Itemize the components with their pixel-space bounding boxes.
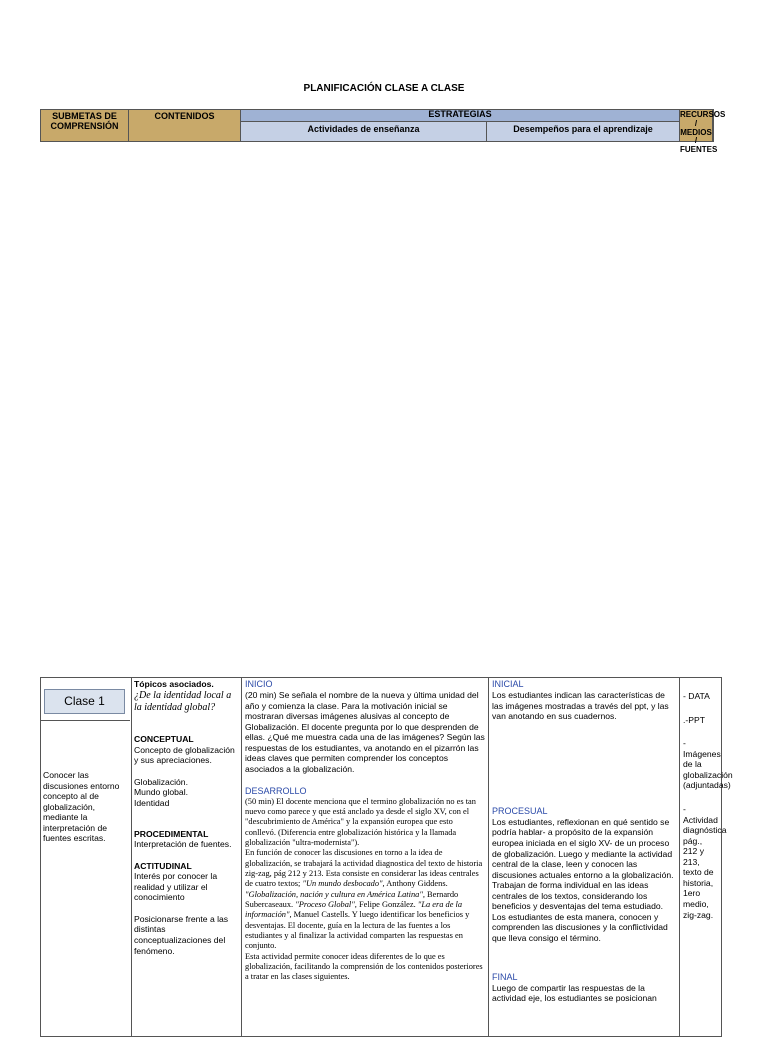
page-title: PLANIFICACIÓN CLASE A CLASE xyxy=(303,83,465,94)
procedimental-text: Interpretación de fuentes. xyxy=(134,839,232,850)
conceptual-title: CONCEPTUAL xyxy=(134,734,194,745)
clase-label: Clase 1 xyxy=(44,689,125,714)
lesson-table xyxy=(40,677,733,1037)
procedimental-title: PROCEDIMENTAL xyxy=(134,828,209,839)
desarrollo-text2-d: , Felipe González. xyxy=(354,899,418,909)
inicio-title: INICIO xyxy=(245,679,273,689)
desarrollo-text2 xyxy=(245,848,485,951)
book-title-4: "La era de la información", xyxy=(245,899,463,920)
actividades-column xyxy=(242,678,489,1036)
header-recursos: RECURSOS / MEDIOS / FUENTES xyxy=(680,110,726,155)
actitudinal-text2: Posicionarse frente a las distintas conceptualizaciones del fenómeno. xyxy=(134,913,229,956)
submetas-column xyxy=(41,678,132,1036)
recurso-actividad: - Actividad diagnóstica pág., 212 y 213, texto de historia, 1ero medio, zig-zag. xyxy=(683,803,727,920)
final-title: FINAL xyxy=(492,971,518,982)
recursos-column xyxy=(680,678,733,1036)
desarrollo-text2-e: Manuel Castells. Y luego identificar los beneficios y desventajas. El docente, guía en la lectura de las fuentes a los estudiantes y al finalizar la actividad comparten las respuestas en conjunto. xyxy=(245,910,470,951)
header-contenidos: CONTENIDOS xyxy=(129,110,241,141)
desarrollo-title: DESARROLLO xyxy=(245,785,307,796)
recurso-ppt: .-PPT xyxy=(683,714,705,725)
desarrollo-text2-b: Anthony Giddens. xyxy=(384,879,448,889)
actitudinal-title: ACTITUDINAL xyxy=(134,860,192,871)
book-title-1: "Un mundo desbocado", xyxy=(302,879,385,889)
book-title-3: "Proceso Global" xyxy=(295,899,355,909)
final-text: Luego de compartir las respuestas de la actividad eje, los estudiantes se posicionan xyxy=(492,982,657,1004)
inicial-text: Los estudiantes indican las características de las imágenes mostradas a través del ppt, y las van anotando en sus cuadernos. xyxy=(492,690,669,722)
conceptual-text: Concepto de globalización y sus apreciaciones. xyxy=(134,744,235,766)
topicos-question: ¿De la identidad local a la identidad global? xyxy=(134,689,232,713)
header-desempenos: Desempeños para el aprendizaje xyxy=(487,122,680,141)
clase-objective: Conocer las discusiones entorno concepto al de globalización, mediante la interpretación de fuentes escritas. xyxy=(43,770,120,844)
desarrollo-text3: Esta actividad permite conocer ideas diferentes de lo que es globalización, facilitando la comprensión de los contenidos posteriores a tratar en las clases siguientes. xyxy=(245,951,483,982)
header-submetas: SUBMETAS DE COMPRENSIÓN xyxy=(41,110,129,141)
conceptual-list: Globalización. Mundo global. Identidad xyxy=(134,776,188,808)
clase-row xyxy=(41,678,130,721)
contenidos-column xyxy=(132,678,242,1036)
recurso-data: - DATA xyxy=(683,691,710,701)
header-estrategias: ESTRATEGIAS xyxy=(241,110,680,122)
inicial-title: INICIAL xyxy=(492,679,524,689)
header-actividades: Actividades de enseñanza xyxy=(241,122,487,141)
procesual-title: PROCESUAL xyxy=(492,805,548,816)
desarrollo-text2-a: En función de conocer las discusiones en torno a la idea de globalización, se trabajará la actividad diagnostica del texto de historia zig-zag, pág 212 y 213. Esta consiste en considerar las ideas centrales de cuatro textos; xyxy=(245,848,483,889)
header-table xyxy=(40,109,726,155)
desarrollo-text2-c: Bernardo Subercaseaux. xyxy=(245,889,459,909)
book-title-2: "Globalización, nación y cultura en América Latina", xyxy=(245,889,425,899)
topicos-title: Tópicos asociados. xyxy=(134,679,214,689)
actitudinal-text: Interés por conocer la realidad y utilizar el conocimiento xyxy=(134,871,218,903)
desarrollo-text1: (50 min) El docente menciona que el termino globalización no es tan nuevo como parece y que está anclado ya desde el siglo XV, con el "descubrimiento de América" y la expansión europea que esto conllevó. (Diferencia entre globalización histórica y la llamada globalización "ultra-modernista"). xyxy=(245,796,476,847)
procesual-text: Los estudiantes, reflexionan en qué sentido se podría hablar- a propósito de la expansión europea iniciada en el siglo XV- de un proceso de globalización. Luego y mediante la actividad central de la clase, leen y conocen las discusiones actuales entorno a la globalización. Trabajan de forma individual en las ideas centrales de los textos, considerando los beneficios y desventajas del tema estudiado. Los estudiantes de esta manera, conocen y comprenden las discusiones y la conflictividad que lleva consigo el término. xyxy=(492,816,674,943)
inicio-text: (20 min) Se señala el nombre de la nueva y última unidad del año y comienza la clase. Para la motivación inicial se mostraran diversas imágenes alusivas al concepto de Globalización. El docente pregunta por lo que desprenden de ellas. ¿Qué me muestra cada una de las imágenes? Según las respuestas de los estudiantes, va anotando en el pizarrón las ideas claves que permiten comprender los conceptos asociados a la globalización. xyxy=(245,690,485,774)
desempenos-column xyxy=(489,678,680,1036)
recurso-imagenes: -Imágenes de la globalización (adjuntadas) xyxy=(683,738,733,791)
